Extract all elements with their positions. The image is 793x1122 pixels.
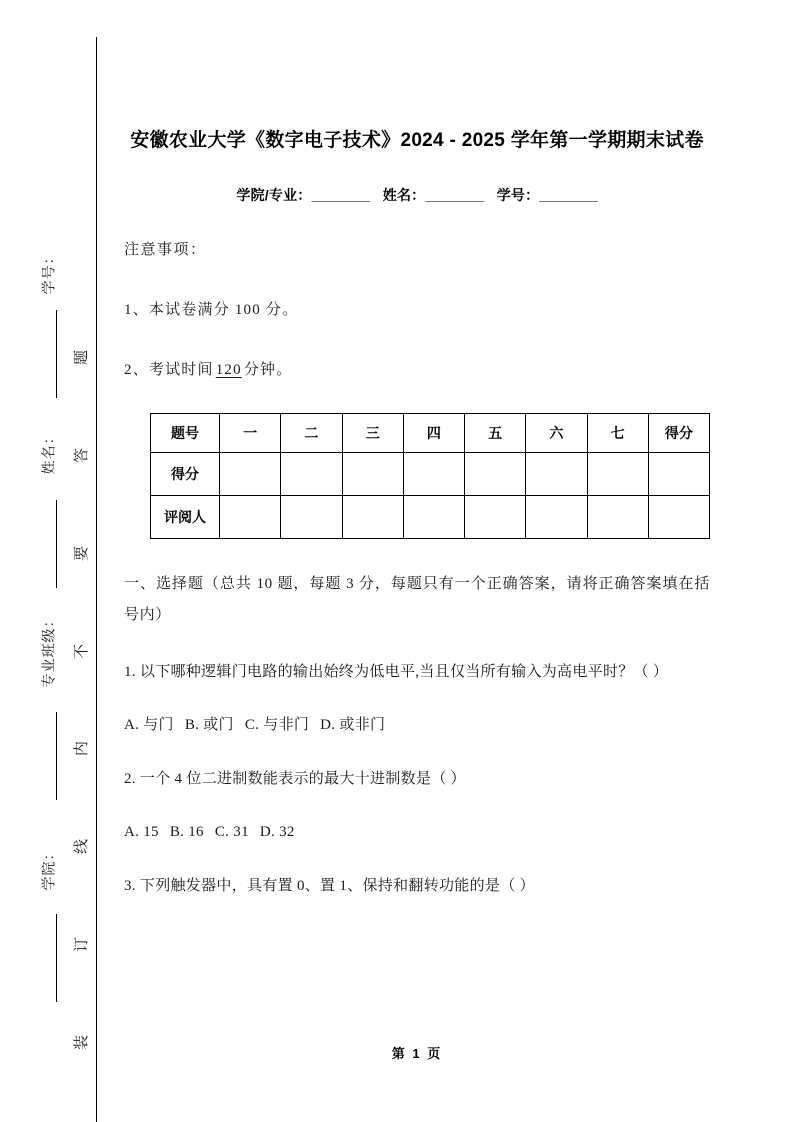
margin-field-class[interactable] — [22, 612, 74, 688]
score-cell[interactable] — [648, 453, 709, 496]
student-info-row — [124, 185, 710, 205]
margin-field-rule — [56, 712, 57, 800]
margin-field-college[interactable] — [22, 845, 74, 891]
seal-char: 不 — [74, 643, 91, 659]
score-cell[interactable] — [587, 453, 648, 496]
notice-heading: 注意事项： — [124, 242, 207, 258]
reviewer-cell[interactable] — [648, 496, 709, 539]
margin-field-college-label: 学院： — [42, 845, 57, 891]
margin-field-rule — [56, 500, 57, 588]
seal-char: 内 — [74, 741, 91, 757]
score-table-header-cell: 二 — [281, 414, 342, 453]
score-table-header-cell: 得分 — [648, 414, 709, 453]
reviewer-cell[interactable] — [342, 496, 403, 539]
seal-char: 装 — [74, 1034, 91, 1050]
page-content — [124, 0, 710, 1122]
option-c[interactable]: C. 与非门 — [244, 717, 310, 733]
option-d[interactable]: D. 或非门 — [320, 717, 386, 733]
seal-char: 要 — [74, 545, 91, 561]
seal-char: 答 — [74, 447, 91, 463]
score-table — [150, 413, 710, 539]
college-major-label: 学院/专业： — [236, 187, 312, 203]
page-footer: 第 1 页 — [391, 1046, 443, 1061]
margin-field-name-label: 姓名： — [42, 429, 57, 475]
notice-item-1: 1、本试卷满分 100 分。 — [124, 302, 299, 318]
margin-field-student-id[interactable] — [22, 249, 74, 295]
page-title: 安徽农业大学《数字电子技术》2024 - 2025 学年第一学期期末试卷 — [130, 130, 704, 151]
score-table-header-cell: 五 — [465, 414, 526, 453]
score-row-label: 评阅人 — [151, 496, 220, 539]
question-3-stem: 3. 下列触发器中，具有置 0、置 1、保持和翻转功能的是（ ） — [124, 878, 535, 894]
notice-item-2-prefix: 2、考试时间 — [124, 362, 214, 378]
table-row — [151, 496, 710, 539]
table-row — [151, 453, 710, 496]
college-major-blank[interactable]: ________ — [311, 187, 370, 203]
seal-char: 线 — [74, 839, 91, 855]
section-1-heading: 一、选择题（总共 10 题，每题 3 分，每题只有一个正确答案，请将正确答案填在括号内） — [124, 576, 710, 623]
margin-field-column — [22, 250, 74, 1050]
question-1-stem: 1. 以下哪种逻辑门电路的输出始终为低电平,当且仅当所有输入为高电平时？（ ） — [124, 664, 669, 680]
reviewer-cell[interactable] — [465, 496, 526, 539]
reviewer-cell[interactable] — [526, 496, 587, 539]
reviewer-cell[interactable] — [281, 496, 342, 539]
question-2-options — [124, 795, 710, 845]
option-c[interactable]: C. 31 — [214, 824, 249, 840]
option-d[interactable]: D. 32 — [259, 824, 295, 840]
seal-line-text — [70, 350, 96, 1050]
score-table-header-cell: 三 — [342, 414, 403, 453]
margin-field-rule — [56, 310, 57, 398]
option-b[interactable]: B. 16 — [169, 824, 204, 840]
question-2-stem: 2. 一个 4 位二进制数能表示的最大十进制数是（ ） — [124, 771, 466, 787]
score-cell[interactable] — [342, 453, 403, 496]
table-row — [151, 414, 710, 453]
score-table-header-cell: 题号 — [151, 414, 220, 453]
question-1-options — [124, 688, 710, 738]
score-cell[interactable] — [526, 453, 587, 496]
score-table-container — [124, 382, 710, 539]
option-a[interactable]: A. 与门 — [124, 717, 174, 733]
score-cell[interactable] — [465, 453, 526, 496]
score-cell[interactable] — [403, 453, 464, 496]
seal-char: 题 — [74, 349, 91, 366]
reviewer-cell[interactable] — [220, 496, 281, 539]
reviewer-cell[interactable] — [403, 496, 464, 539]
margin-field-rule — [56, 914, 57, 1002]
margin-divider-line — [96, 37, 97, 1122]
student-id-blank[interactable]: ________ — [539, 187, 598, 203]
score-row-label: 得分 — [151, 453, 220, 496]
score-cell[interactable] — [281, 453, 342, 496]
name-blank[interactable]: ________ — [425, 187, 484, 203]
score-table-header-cell: 六 — [526, 414, 587, 453]
score-table-header-cell: 一 — [220, 414, 281, 453]
score-table-header-cell: 七 — [587, 414, 648, 453]
exam-duration-value[interactable]: 120 — [215, 362, 242, 378]
margin-field-class-label: 专业班级： — [42, 612, 57, 688]
option-b[interactable]: B. 或门 — [184, 717, 234, 733]
notice-item-2-suffix: 分钟。 — [243, 362, 293, 378]
margin-field-name[interactable] — [22, 429, 74, 475]
name-label: 姓名： — [382, 187, 426, 203]
option-a[interactable]: A. 15 — [124, 824, 159, 840]
notice-item-2 — [124, 322, 710, 382]
reviewer-cell[interactable] — [587, 496, 648, 539]
student-id-label: 学号： — [496, 187, 540, 203]
seal-char: 订 — [74, 937, 91, 953]
margin-field-student-id-label: 学号： — [42, 249, 57, 295]
score-cell[interactable] — [220, 453, 281, 496]
score-table-header-cell: 四 — [403, 414, 464, 453]
binding-margin — [0, 0, 97, 1122]
